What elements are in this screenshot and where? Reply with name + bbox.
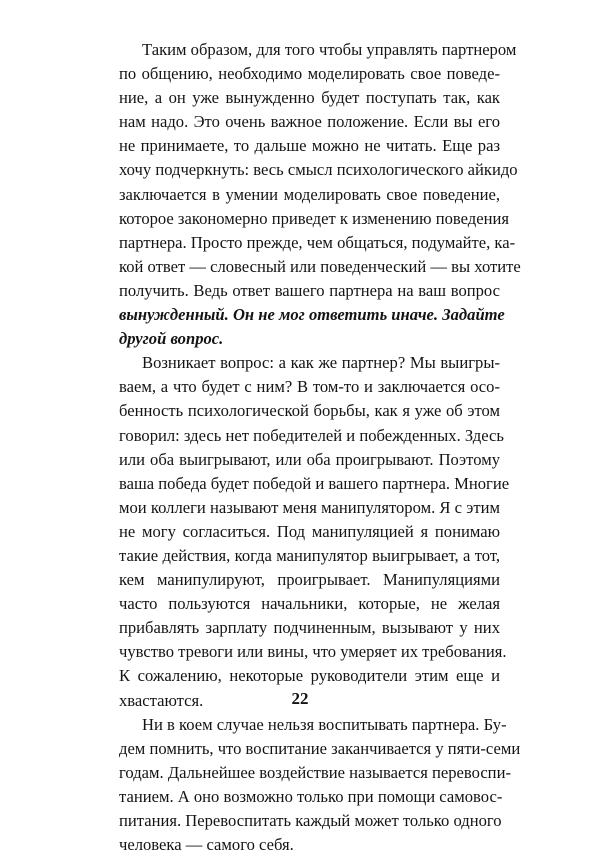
text-line: танием. А оно возможно только при помощи самовос- [119, 786, 503, 806]
text-line: не могу согласиться. Под манипуляцией я понимаю [119, 521, 500, 541]
text-line: К сожалению, некоторые руководители этим еще и [119, 666, 500, 686]
text-line: хочу подчеркнуть: весь смысл психологического айкидо [119, 160, 518, 180]
text-line: по общению, необходимо моделировать свое поведе- [119, 64, 500, 84]
text-line: получить. Ведь ответ вашего партнера на ваш вопрос [119, 280, 500, 300]
emphasized-text-line: другой вопрос. [119, 329, 224, 349]
text-line: прибавлять зарплату подчиненным, вызывают у них [119, 618, 500, 638]
text-line: такие действия, когда манипулятор выигрывает, а тот, [119, 545, 500, 565]
text-line: не принимаете, то дальше можно не читать. Еще раз [119, 136, 500, 156]
text-line: Таким образом, для того чтобы управлять партнером [142, 40, 517, 59]
text-line: годам. Дальнейшее воздействие называется перевоспи- [119, 762, 511, 782]
text-line: нам надо. Это очень важное положение. Если вы его [119, 112, 500, 132]
page-body [119, 38, 521, 857]
paragraph-3 [119, 713, 521, 857]
text-line: Ни в коем случае нельзя воспитывать партнера. Бу- [142, 714, 507, 734]
text-line: питания. Перевоспитать каждый может только одного [119, 811, 502, 830]
text-line: часто пользуются начальники, которые, не желая [119, 594, 500, 614]
paragraph-1 [119, 38, 521, 351]
text-line: которое закономерно приведет к изменению поведения [119, 208, 509, 228]
text-line: кой ответ — словесный или поведенческий — вы хотите [119, 256, 521, 276]
page-number: 22 [291, 689, 309, 708]
text-line: говорил: здесь нет победителей и побежденных. Здесь [119, 425, 504, 445]
text-line: заключается в умении моделировать свое поведение, [119, 184, 500, 204]
text-line: ние, а он уже вынужденно будет поступать так, как [119, 88, 500, 108]
text-line: хвастаются. [119, 690, 204, 710]
text-line: кем манипулируют, проигрывает. Манипуляциями [119, 570, 500, 590]
paragraph-2 [119, 351, 510, 712]
text-line: или оба выигрывают, или оба проигрывают. Поэтому [119, 449, 500, 469]
text-line: ваша победа будет победой и вашего партнера. Многие [119, 473, 510, 493]
emphasized-text-line: вынужденный. Он не мог ответить иначе. Задайте [119, 305, 505, 325]
text-line: ваем, а что будет с ним? В том-то и заключается осо- [119, 377, 500, 397]
text-line: Возникает вопрос: а как же партнер? Мы выигры- [142, 353, 500, 373]
text-line: бенность психологической борьбы, как я уже об этом [119, 401, 500, 421]
text-line: мои коллеги называют меня манипулятором. Я с этим [119, 497, 500, 517]
text-line: чувство тревоги или вины, что умеряет их требования. [119, 642, 507, 662]
text-line: дем помнить, что воспитание заканчивается у пяти-семи [119, 738, 521, 758]
text-line: человека — самого себя. [119, 835, 294, 855]
text-line: партнера. Просто прежде, чем общаться, подумайте, ка- [119, 232, 516, 252]
